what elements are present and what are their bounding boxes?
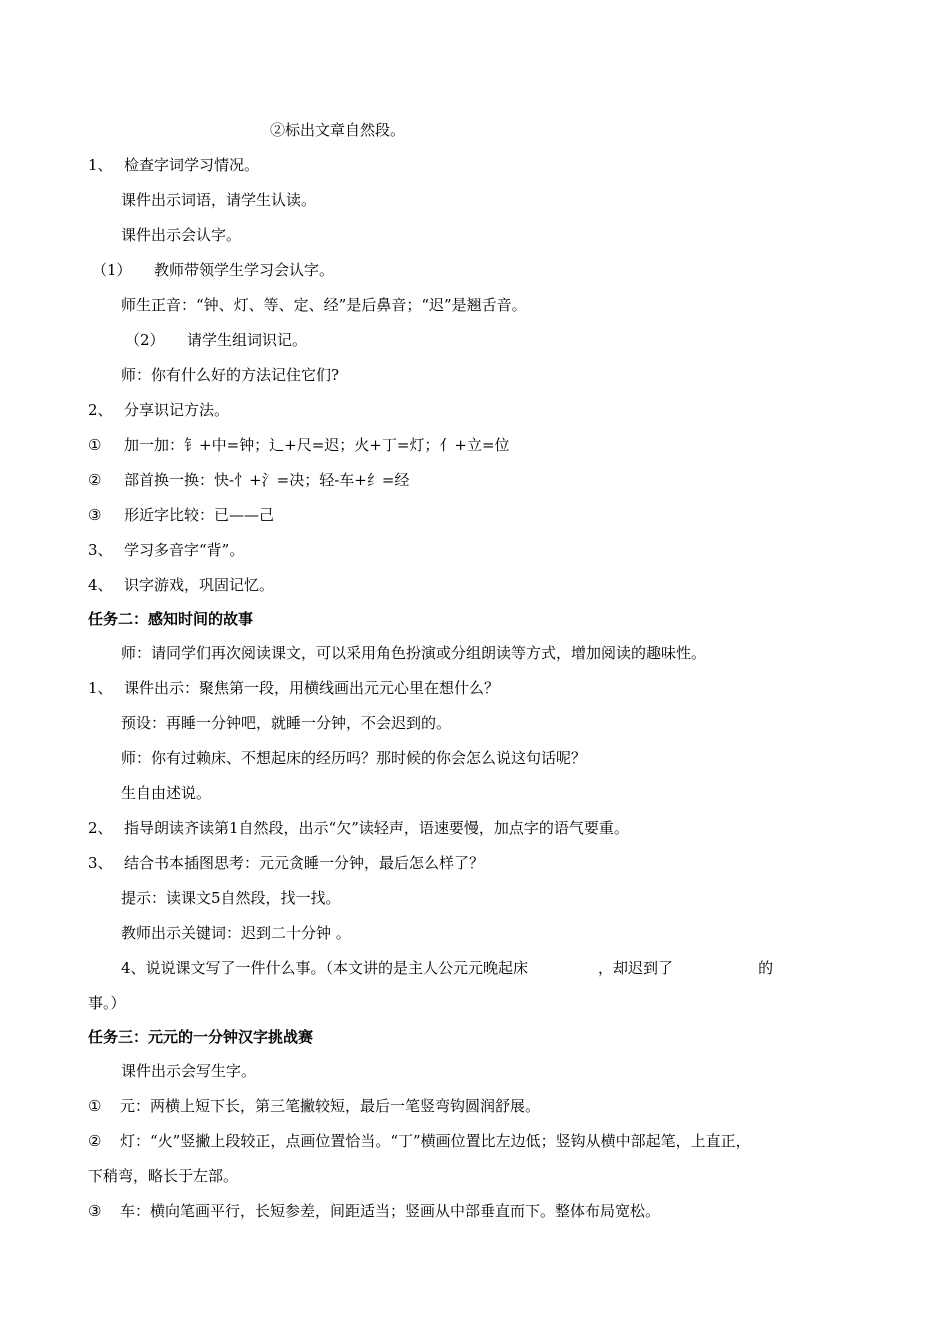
paragraph (88, 993, 126, 1013)
text: 识字游戏，巩固记忆。 (124, 576, 275, 594)
list-marker: （2） (125, 331, 165, 349)
text: 指导朗读齐读第1自然段，出示“欠”读轻声，语速要慢，加点字的语气要重。 (124, 819, 629, 837)
text: 加一加：钅+中=钟；辶+尺=迟；火+丁=灯；亻+立=位 (124, 436, 510, 454)
paragraph (121, 365, 339, 385)
text: ，却迟到了 (598, 959, 674, 977)
list-marker: 4、 (88, 576, 113, 594)
text: 车：横向笔画平行，长短参差，间距适当；竖画从中部垂直而下。整体布局宽松。 (120, 1202, 661, 1220)
list-item (88, 505, 274, 525)
text: 师：你有什么好的方法记住它们? (121, 366, 340, 384)
text: 师：你有过赖床、不想起床的经历吗？那时候的你会怎么说这句话呢？ (121, 749, 587, 767)
text: 课件出示会认字。 (121, 226, 242, 244)
text: 师：请同学们再次阅读课文，可以采用角色扮演或分组朗读等方式，增加阅读的趣味性。 (121, 644, 707, 662)
list-item (88, 678, 499, 698)
text: 灯：“火”竖撇上段较正，点画位置恰当。“丁”横画位置比左边低；竖钩从横中部起笔，上直正， (120, 1132, 751, 1150)
text: 4、说说课文写了一件什么事。（本文讲的是主人公元元晚起床 (121, 959, 529, 977)
paragraph (121, 888, 341, 908)
list-item (88, 540, 244, 560)
list-item (88, 470, 409, 490)
list-item (88, 400, 229, 420)
list-marker: （1） (92, 261, 132, 279)
list-marker: ③ (88, 506, 102, 524)
paragraph (121, 295, 527, 315)
text: 的 (758, 959, 774, 977)
list-item (88, 1096, 540, 1116)
list-marker: 2、 (88, 819, 113, 837)
text: 课件出示词语，请学生认读。 (121, 191, 317, 209)
text: 检查字词学习情况。 (124, 156, 260, 174)
list-marker: 1、 (88, 679, 113, 697)
list-item (125, 330, 307, 350)
section-heading-task-2 (88, 609, 253, 629)
list-item (88, 155, 259, 175)
paragraph (121, 190, 316, 210)
paragraph-fill-blank (121, 958, 773, 978)
list-item (88, 853, 484, 873)
list-item (88, 1201, 660, 1221)
list-marker: ② (88, 1132, 102, 1150)
list-marker: ② (88, 471, 102, 489)
text: 形近字比较：已——己 (124, 506, 275, 524)
list-marker: 1、 (88, 156, 113, 174)
heading-text: 任务三：元元的一分钟汉字挑战赛 (88, 1028, 314, 1046)
text: 课件出示会写生字。 (121, 1062, 257, 1080)
paragraph (121, 225, 241, 245)
text: 提示：读课文5自然段，找一找。 (121, 889, 341, 907)
list-marker: ③ (88, 1202, 102, 1220)
text: 事。） (88, 994, 126, 1012)
list-item (88, 1131, 751, 1151)
text: 师生正音：“钟、灯、等、定、经”是后鼻音；“迟”是翘舌音。 (121, 296, 527, 314)
list-item (88, 575, 274, 595)
text: 部首换一换：快-忄+氵=决；轻-车+纟=经 (124, 471, 410, 489)
text: 分享识记方法。 (124, 401, 230, 419)
list-marker: ① (88, 436, 102, 454)
text: 下稍弯，略长于左部。 (88, 1167, 239, 1185)
section-heading-task-3 (88, 1027, 313, 1047)
text: 学习多音字“背”。 (124, 541, 245, 559)
paragraph (121, 783, 211, 803)
text: 元：两横上短下长，第三笔撇较短，最后一笔竖弯钩圆润舒展。 (120, 1097, 541, 1115)
paragraph (121, 713, 451, 733)
paragraph (121, 1061, 256, 1081)
text: 结合书本插图思考：元元贪睡一分钟，最后怎么样了？ (124, 854, 485, 872)
paragraph (270, 120, 405, 140)
text: 请学生组词识记。 (187, 331, 308, 349)
text: 教师带领学生学习会认字。 (154, 261, 335, 279)
list-item (88, 435, 510, 455)
paragraph (121, 923, 351, 943)
list-marker: ① (88, 1097, 102, 1115)
text: 课件出示：聚焦第一段，用横线画出元元心里在想什么？ (124, 679, 500, 697)
paragraph (121, 748, 586, 768)
list-marker: 2、 (88, 401, 113, 419)
list-marker: 3、 (88, 854, 113, 872)
text: ②标出文章自然段。 (270, 121, 406, 139)
list-item (92, 260, 334, 280)
heading-text: 任务二：感知时间的故事 (88, 610, 254, 628)
paragraph (121, 643, 706, 663)
list-marker: 3、 (88, 541, 113, 559)
list-item (88, 818, 629, 838)
text: 预设：再睡一分钟吧，就睡一分钟，不会迟到的。 (121, 714, 452, 732)
paragraph (88, 1166, 238, 1186)
text: 生自由述说。 (121, 784, 212, 802)
text: 教师出示关键词：迟到二十分钟 。 (121, 924, 351, 942)
